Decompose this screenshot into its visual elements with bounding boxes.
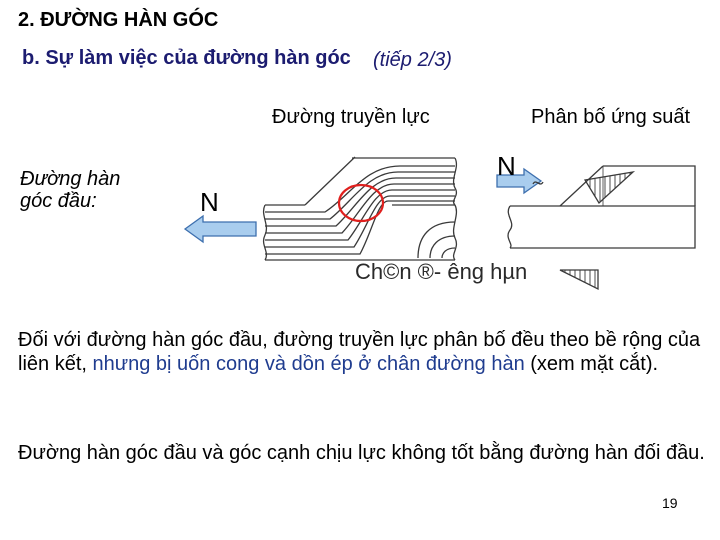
lower-plate-flow-line (442, 248, 455, 258)
lower-plate-outline (510, 206, 695, 248)
subtitle-continuation-note: (tiếp 2/3) (373, 49, 452, 71)
slide-title: 2. ĐƯỜNG HÀN GÓC (18, 9, 219, 31)
stress-distribution-heading: Phân bố ứng suất (531, 106, 691, 128)
paragraph1-line1: Đối với đường hàn góc đầu, đường truyền lực phân bố đều theo bề rộng của (18, 329, 701, 351)
weld-root-highlight-circle (339, 185, 383, 221)
page-number: 19 (662, 495, 678, 511)
lower-plate-flow-line (418, 222, 455, 258)
arrow-left-icon (185, 216, 256, 242)
force-left-label: N (200, 187, 219, 217)
paragraph1-line2-start: liên kết, (18, 353, 93, 375)
right-lower-break-line (454, 205, 457, 260)
weld-root-caption: Ch©n ®- êng hµn (355, 259, 528, 284)
weld-face-line (305, 157, 355, 205)
fillet-weld-label-line1: Đường hàn (20, 168, 121, 190)
fillet-weld-label-line2: góc đầu: (20, 190, 97, 212)
force-path-drawing (264, 157, 457, 260)
paragraph1-line2 (18, 352, 658, 376)
right-upper-break-line (454, 158, 457, 205)
paragraph1-highlight: nhưng bị uốn cong và dồn ép ở chân đường hàn (92, 353, 525, 375)
slide-subtitle: b. Sự làm việc của đường hàn góc (22, 47, 351, 69)
force-path-heading: Đường truyền lực (272, 106, 430, 128)
paragraph2: Đường hàn góc đầu và góc cạnh chịu lực không tốt bằng đường hàn đối đầu. (18, 442, 705, 464)
lower-plate-break-line (508, 206, 512, 248)
paragraph1-line2-end: (xem mặt cắt). (524, 353, 659, 375)
force-right-label: N (497, 151, 516, 181)
section-stress-diagram (560, 270, 598, 289)
